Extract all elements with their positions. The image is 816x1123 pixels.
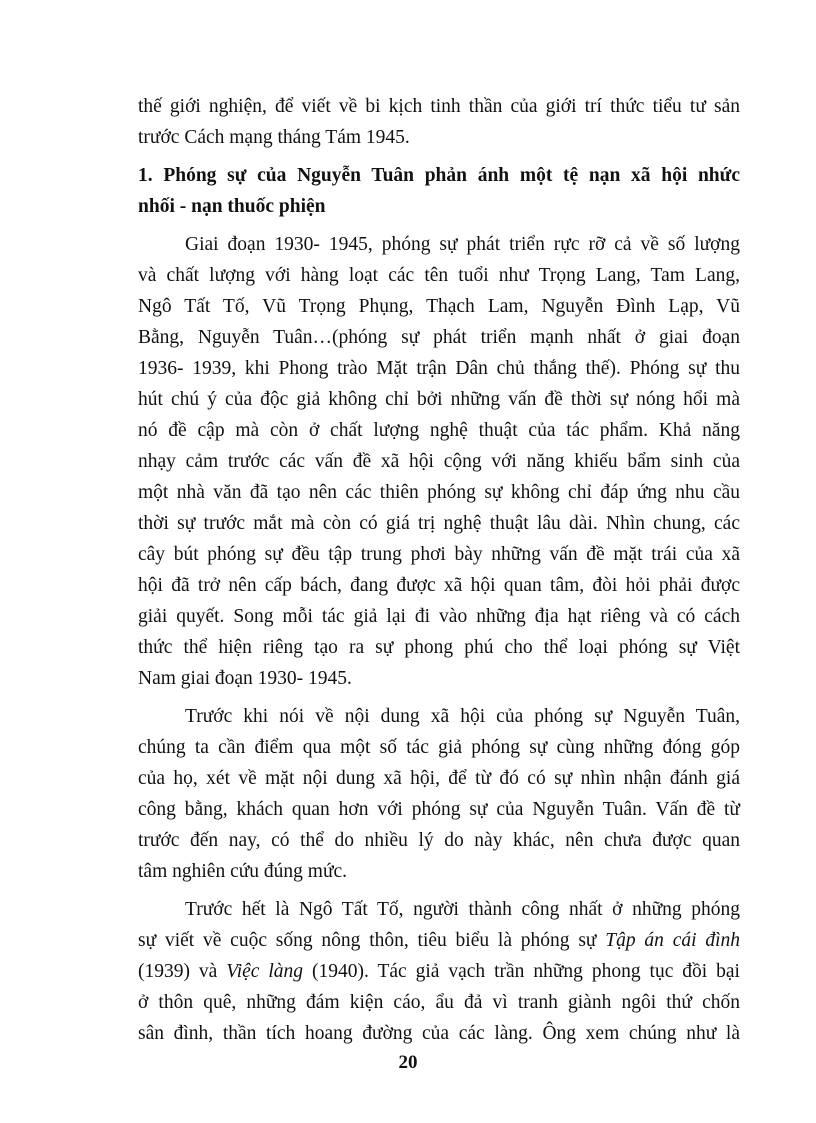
text-line: hút chú ý của độc giả không chỉ bởi những vấn đề thời sự nóng hổi mà (138, 389, 740, 410)
text-line: tâm nghiên cứu đúng mức. (138, 861, 348, 882)
text-line: Bằng, Nguyễn Tuân…(phóng sự phát triển mạnh nhất ở giai đoạn (138, 327, 740, 348)
text-line (138, 928, 740, 954)
text-line: cây bút phóng sự đều tập trung phơi bày những vấn đề mặt trái của xã (138, 544, 740, 565)
text-segment: (1940). Tác giả vạch trần những phong tục đồi bại (303, 961, 740, 982)
text-line: trước Cách mạng tháng Tám 1945. (138, 127, 410, 148)
section-heading: 1. Phóng sự của Nguyễn Tuân phản ánh một tệ nạn xã hội nhức (138, 165, 740, 186)
text-line: thời sự trước mắt mà còn có giá trị nghệ thuật lâu dài. Nhìn chung, các (138, 513, 740, 534)
text-line: nó đề cập mà còn ở chất lượng nghệ thuật của tác phẩm. Khả năng (138, 420, 740, 441)
text-line (138, 959, 740, 985)
text-line: một nhà văn đã tạo nên các thiên phóng sự không chỉ đáp ứng nhu cầu (138, 482, 740, 503)
text-line: của họ, xét về mặt nội dung xã hội, để từ đó có sự nhìn nhận đánh giá (138, 768, 740, 789)
text-line: nhạy cảm trước các vấn đề xã hội cộng với năng khiếu bẩm sinh của (138, 451, 740, 472)
text-line: ở thôn quê, những đám kiện cáo, ẩu đả vì tranh giành ngôi thứ chốn (138, 992, 740, 1013)
text-segment: sự viết về cuộc sống nông thôn, tiêu biểu là phóng sự (138, 930, 606, 951)
text-line: Ngô Tất Tố, Vũ Trọng Phụng, Thạch Lam, Nguyễn Đình Lạp, Vũ (138, 296, 740, 317)
page-number: 20 (398, 1052, 418, 1073)
text-line: thế giới nghiện, để viết về bi kịch tinh thần của giới trí thức tiểu tư sản (138, 96, 740, 117)
text-line: Trước khi nói về nội dung xã hội của phóng sự Nguyễn Tuân, (185, 706, 740, 727)
text-line: Trước hết là Ngô Tất Tố, người thành công nhất ở những phóng (185, 899, 740, 920)
text-line: thức thể hiện riêng tạo ra sự phong phú cho thể loại phóng sự Việt (138, 637, 740, 658)
text-line: chúng ta cần điểm qua một số tác giả phóng sự cùng những đóng góp (138, 737, 740, 758)
book-title: Việc làng (226, 961, 304, 982)
text-line: hội đã trở nên cấp bách, đang được xã hội quan tâm, đòi hỏi phải được (138, 575, 740, 596)
book-title: Tập án cái đình (605, 930, 740, 951)
text-line: giải quyết. Song mỗi tác giả lại đi vào những địa hạt riêng và có cách (138, 606, 740, 627)
text-line: sân đình, thần tích hoang đường của các làng. Ông xem chúng như là (138, 1023, 740, 1044)
text-line: 1936- 1939, khi Phong trào Mặt trận Dân chủ thắng thế). Phóng sự thu (138, 358, 740, 379)
text-line: và chất lượng với hàng loạt các tên tuổi như Trọng Lang, Tam Lang, (138, 265, 740, 286)
section-heading: nhối - nạn thuốc phiện (138, 196, 326, 217)
text-line: Nam giai đoạn 1930- 1945. (138, 668, 352, 689)
text-line: Giai đoạn 1930- 1945, phóng sự phát triển rực rỡ cả về số lượng (185, 234, 740, 255)
text-line: công bằng, khách quan hơn với phóng sự của Nguyễn Tuân. Vấn đề từ (138, 799, 740, 820)
text-line: trước đến nay, có thể do nhiều lý do này khác, nên chưa được quan (138, 830, 740, 851)
text-segment: (1939) và (138, 961, 227, 982)
